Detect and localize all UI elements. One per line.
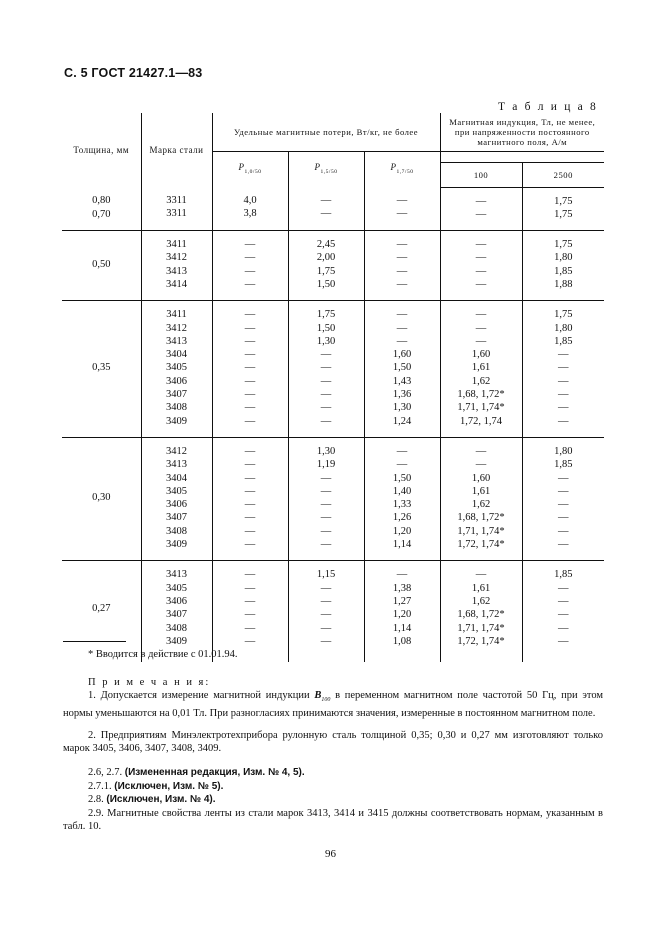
p15-cell [288,187,364,231]
p15-value: — [320,195,332,206]
p10-value: — [244,459,256,471]
p15-value: 1,30 [316,335,336,347]
b100-value: — [475,278,487,290]
p17-cell [364,437,440,560]
p10-value: — [244,309,256,321]
b2500-value: — [558,485,569,497]
col-losses-group: Удельные магнитные потери, Вт/кг, не более [212,113,440,152]
grade-value: 3411 [166,309,187,321]
p17-value: 1,14 [392,539,412,551]
p10-value: — [244,622,256,634]
page-number: 96 [325,848,336,860]
p17-value: — [396,239,408,251]
b100-value: 1,61 [471,362,491,374]
document-header: С. 5 ГОСТ 21427.1—83 [64,66,203,80]
grade-value: 3408 [166,525,187,537]
p15-value: — [320,622,332,634]
b100-value: 1,61 [471,485,491,497]
b100-value: 1,72, 1,74 [460,415,503,427]
p10-cell [212,437,288,560]
table-body [62,187,604,662]
b100-value: — [475,459,487,471]
p10-cell [212,231,288,301]
b2500-value: 1,85 [554,569,573,581]
p10-value: — [244,349,256,361]
grade-value: 3406 [166,499,187,511]
p15-value: — [320,349,332,361]
p17-value: — [396,208,408,220]
p10-value: — [244,635,256,647]
grade-value: 3409 [166,635,187,647]
p15-value: — [320,595,332,607]
grade-cell [141,187,212,231]
p17-value: — [396,278,408,290]
p17-value: — [396,569,408,581]
p17-value: — [396,252,408,264]
p15-value: — [320,635,332,647]
grade-value: 3409 [166,539,187,551]
b2500-value: — [558,609,569,621]
p15-value: 2,00 [316,252,336,264]
grade-value: 3413 [166,335,187,347]
grade-value: 3413 [166,459,187,471]
p10-value: — [244,322,256,334]
b2500-value: — [558,389,569,401]
col-induction-group: Магнитная индукция, Тл, не менее, при напряженности постоянного магнитного поля, А/м [440,113,604,152]
b2500-value: — [558,402,569,414]
p15-value: — [320,208,332,220]
grade-value: 3411 [166,239,187,251]
col-p17: $P_{1,7/50}$ [364,152,440,188]
clause-2-7-1: 2.7.1. (Исключен, Изм. № 5). [88,781,224,792]
p17-value: 1,26 [392,512,412,524]
p17-value: — [396,335,408,347]
p10-value: — [244,265,256,277]
thickness-cell [62,437,141,560]
table-row [62,301,604,438]
p10-value: — [244,472,256,484]
p10-value: — [244,415,256,427]
grade-cell [141,301,212,438]
p10-value: 3,8 [243,208,257,220]
p17-value: — [396,265,408,277]
p17-value: 1,08 [392,635,412,647]
thickness-value: 0,50 [92,259,111,271]
p10-value: — [244,389,256,401]
b2500-value: 1,75 [554,195,573,207]
b100-value: 1,61 [471,582,491,594]
b2500-cell [522,301,604,438]
note-1: 1. Допускается измерение магнитной индукции $B_{100}$ в переменном магнитном поле частотой 50 Гц, при этом нормы уменьшаются на 0,01 Тл. При разногласиях принимаются значения, измеренные в постоянном магнитном поле. [63,690,604,720]
p17-value: 1,27 [392,595,412,607]
b100-value: 1,62 [471,595,491,607]
grade-value: 3408 [166,402,187,414]
b100-cell [440,437,522,560]
p15-value: — [320,402,332,414]
grade-cell [141,437,212,560]
b2500-cell [522,437,604,560]
thickness-value: 0,35 [92,362,111,374]
p15-value: 1,75 [316,265,336,277]
b2500-value: 1,75 [554,208,573,220]
grade-value: 3407 [166,609,187,621]
grade-value: 3409 [166,415,187,427]
b100-value: 1,72, 1,74* [457,635,505,647]
b100-value: 1,68, 1,72* [457,389,505,401]
p15-value: — [320,362,332,374]
p15-value: — [320,512,332,524]
col-thickness: Толщина, мм [73,145,130,155]
p15-cell [288,437,364,560]
p17-value: 1,20 [392,525,412,537]
p15-value: 1,50 [316,278,336,290]
grade-value: 3405 [166,582,187,594]
grade-value: 3413 [166,569,187,581]
p10-value: — [244,569,256,581]
thickness-value: 0,70 [92,208,111,220]
p15-value: 1,50 [316,322,336,334]
b2500-value: — [558,512,569,524]
p17-cell [364,187,440,231]
b2500-value: 1,80 [554,252,573,264]
b2500-value: — [558,415,569,427]
b2500-value: — [558,499,569,511]
p15-value: — [320,375,332,387]
thickness-value: 0,30 [92,492,111,504]
p15-cell [288,561,364,662]
p15-cell [288,301,364,438]
b100-value: — [475,569,487,581]
p10-value: — [244,539,256,551]
b100-value: 1,71, 1,74* [457,525,505,537]
p17-value: 1,43 [392,375,412,387]
footnote: * Вводится в действие с 01.01.94. [88,649,238,660]
b2500-value: — [558,525,569,537]
p17-value: 1,60 [392,349,412,361]
p10-cell [212,187,288,231]
p15-value: 1,19 [316,459,336,471]
b100-cell [440,301,522,438]
grade-value: 3412 [166,322,187,334]
grade-cell [141,561,212,662]
note-2: 2. Предприятиям Минэлектротехприбора рулонную сталь толщиной 0,35; 0,30 и 0,27 мм изготовляют только марок 3405, 3406, 3407, 3408, 3409. [63,730,603,755]
b2500-cell [522,231,604,301]
p15-value: 1,30 [316,445,336,457]
p17-value: 1,40 [392,485,412,497]
clause-2-6: 2.6, 2.7. (Измененная редакция, Изм. № 4, 5). [88,767,305,778]
grade-value: 3404 [166,349,187,361]
grade-value: 3311 [166,208,187,220]
p15-cell [288,231,364,301]
p10-value: — [244,278,256,290]
table-title: Т а б л и ц а 8 [497,101,598,113]
footnote-rule [63,641,126,642]
b2500-value: — [558,635,569,647]
b2500-cell [522,561,604,662]
p10-value: — [244,499,256,511]
p15-value: 1,75 [316,309,336,321]
grade-value: 3406 [166,595,187,607]
b100-value: 1,60 [471,349,491,361]
grade-value: 3406 [166,375,187,387]
p10-value: — [244,375,256,387]
b100-value: — [475,239,487,251]
p17-cell [364,561,440,662]
clause-2-8: 2.8. (Исключен, Изм. № 4). [88,794,216,805]
grade-value: 3412 [166,252,187,264]
p10-value: — [244,402,256,414]
thickness-cell [62,301,141,438]
table-row [62,561,604,662]
b2500-value: — [558,582,569,594]
b100-value: — [475,309,487,321]
b100-value: — [475,335,487,347]
col-b2500: 2500 [522,162,604,187]
thickness-cell [62,187,141,231]
thickness-value: 0,27 [92,602,111,614]
p10-value: — [244,512,256,524]
p15-value: 2,45 [316,239,336,251]
p15-value: — [320,485,332,497]
p15-value: — [320,609,332,621]
p17-value: 1,30 [392,402,412,414]
b100-value: — [475,208,487,220]
grade-value: 3412 [166,445,187,457]
p10-value: — [244,335,256,347]
table-row [62,187,604,231]
b100-value: 1,68, 1,72* [457,609,505,621]
p10-value: — [244,239,256,251]
grade-value: 3405 [166,485,187,497]
p17-value: 1,36 [392,389,412,401]
p10-value: — [244,582,256,594]
b100-cell [440,187,522,231]
p17-value: 1,50 [392,362,412,374]
p15-value: — [320,582,332,594]
p10-cell [212,561,288,662]
grade-value: 3407 [166,512,187,524]
p17-value: — [396,459,408,471]
p10-value: — [244,252,256,264]
b100-value: — [475,322,487,334]
b2500-value: 1,80 [554,322,573,334]
p15-value: — [320,499,332,511]
p10-value: — [244,445,256,457]
p17-value: 1,38 [392,582,412,594]
p17-value: 1,24 [392,415,412,427]
b2500-value: — [558,349,569,361]
p10-value: — [244,595,256,607]
b100-value: 1,72, 1,74* [457,539,505,551]
b2500-cell [522,187,604,231]
grade-value: 3413 [166,265,187,277]
induction-spacer [440,152,604,163]
table-row [62,437,604,560]
p17-value: 1,50 [392,472,412,484]
thickness-value: 0,80 [92,195,111,207]
p15-value: — [320,472,332,484]
p17-cell [364,231,440,301]
p15-value: — [320,525,332,537]
p10-value: — [244,485,256,497]
thickness-cell [62,231,141,301]
b2500-value: 1,80 [554,445,573,457]
b2500-value: 1,75 [554,239,573,251]
b100-value: 1,71, 1,74* [457,622,505,634]
b100-value: — [475,265,487,277]
table-row [62,231,604,301]
b2500-value: — [558,595,569,607]
p15-value: — [320,539,332,551]
b100-cell [440,231,522,301]
col-grade: Марка стали [141,113,212,187]
b2500-value: — [558,375,569,387]
p17-value: 1,14 [392,622,412,634]
b100-value: 1,62 [471,499,491,511]
p17-value: — [396,195,408,206]
p17-cell [364,301,440,438]
b2500-value: — [558,472,569,484]
b2500-value: 1,85 [554,335,573,347]
p10-value: — [244,525,256,537]
b2500-value: — [558,362,569,374]
p15-value: — [320,389,332,401]
p10-cell [212,301,288,438]
b100-value: 1,60 [471,472,491,484]
b2500-value: 1,85 [554,265,573,277]
magnetic-properties-table [62,113,604,662]
p10-value: 4,0 [243,195,257,206]
notes-title: П р и м е ч а н и я: [88,677,211,688]
grade-value: 3404 [166,472,187,484]
b100-value: 1,62 [471,375,491,387]
b2500-value: 1,85 [554,459,573,471]
grade-value: 3414 [166,278,187,290]
b100-cell [440,561,522,662]
col-p10: $P_{1,0/50}$ [212,152,288,188]
thickness-cell [62,561,141,662]
b2500-value: — [558,622,569,634]
p17-value: 1,20 [392,609,412,621]
p17-value: — [396,445,408,457]
p17-value: — [396,322,408,334]
b100-value: — [475,195,487,207]
col-b100: 100 [440,162,522,187]
grade-value: 3405 [166,362,187,374]
p10-value: — [244,362,256,374]
b2500-value: — [558,539,569,551]
b100-value: 1,71, 1,74* [457,402,505,414]
b2500-value: 1,88 [554,278,573,290]
p17-value: — [396,309,408,321]
grade-value: 3408 [166,622,187,634]
col-p15: $P_{1,5/50}$ [288,152,364,188]
p17-value: 1,33 [392,499,412,511]
b2500-value: 1,75 [554,309,573,321]
clause-2-9: 2.9. Магнитные свойства ленты из стали марок 3413, 3414 и 3415 должны соответствовать нормам, указанным в табл. 10. [63,808,603,833]
grade-value: 3407 [166,389,187,401]
p10-value: — [244,609,256,621]
grade-cell [141,231,212,301]
grade-value: 3311 [166,195,187,206]
b100-value: — [475,252,487,264]
b100-value: — [475,445,487,457]
p15-value: — [320,415,332,427]
b100-value: 1,68, 1,72* [457,512,505,524]
p15-value: 1,15 [316,569,336,581]
